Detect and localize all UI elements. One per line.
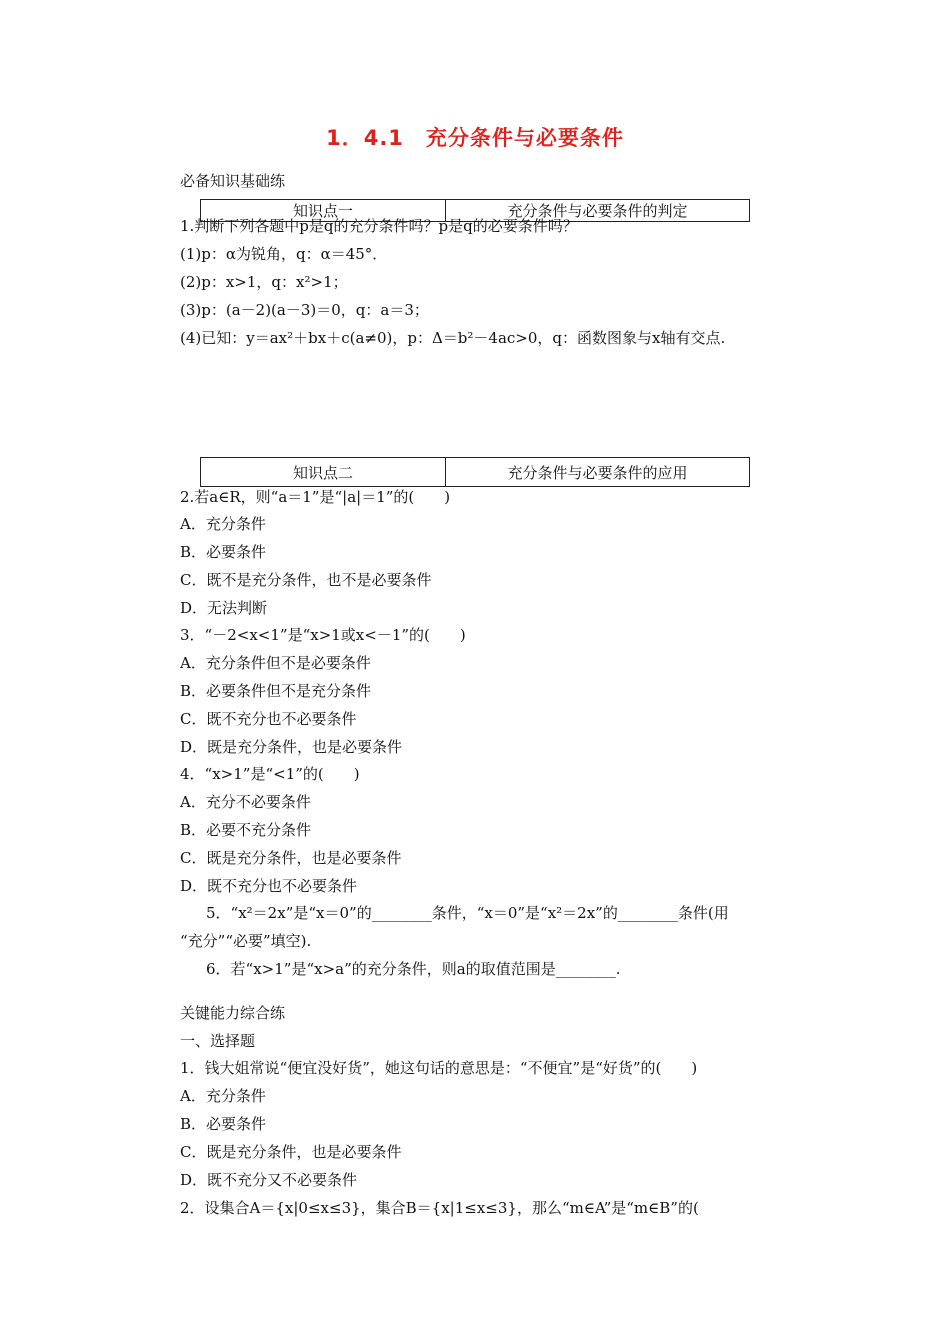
answer-option: B．必要不充分条件 xyxy=(180,821,312,839)
knowledge-point-topic: 充分条件与必要条件的应用 xyxy=(446,458,750,487)
question-item: (2)p：x>1，q：x²>1； xyxy=(180,273,348,291)
answer-option: C．既不充分也不必要条件 xyxy=(180,710,357,728)
question-stem: 2.若a∈R，则“a＝1”是“|a|＝1”的( ) xyxy=(180,488,451,506)
answer-option: B．必要条件 xyxy=(180,543,267,561)
page-title: 1．4.1 充分条件与必要条件 xyxy=(326,126,624,150)
answer-option: A．充分条件但不是必要条件 xyxy=(180,654,371,672)
question-item: (1)p：α为锐角，q：α＝45°． xyxy=(180,245,388,263)
answer-option: B．必要条件但不是充分条件 xyxy=(180,682,372,700)
answer-option: A．充分条件 xyxy=(180,515,266,533)
question-fill-blank-cont: “充分”“必要”填空). xyxy=(180,932,312,950)
knowledge-point-topic: 充分条件与必要条件的判定 xyxy=(446,200,750,222)
answer-option: A．充分不必要条件 xyxy=(180,793,311,811)
knowledge-point-label: 知识点二 xyxy=(201,458,446,487)
knowledge-point-label: 知识点一 xyxy=(201,200,446,222)
answer-option: C．既是充分条件，也是必要条件 xyxy=(180,1143,402,1161)
question-stem: 1.判断下列各题中p是q的充分条件吗？p是q的必要条件吗？ xyxy=(180,217,578,235)
question-stem: 2．设集合A＝{x|0≤x≤3}，集合B＝{x|1≤x≤3}，那么“m∈A”是“m∈B”的( xyxy=(180,1199,699,1217)
answer-option: D．无法判断 xyxy=(180,599,268,617)
question-stem: 3．“－2<x<1”是“x>1或x<－1”的( ) xyxy=(180,626,466,644)
answer-option: D．既是充分条件，也是必要条件 xyxy=(180,738,403,756)
answer-option: C．既不是充分条件，也不是必要条件 xyxy=(180,571,432,589)
answer-option: A．充分条件 xyxy=(180,1087,266,1105)
question-item: (4)已知：y＝ax²＋bx＋c(a≠0)，p：Δ＝b²－4ac>0，q：函数图象与x轴有交点. xyxy=(180,329,726,347)
section-heading-basic: 必备知识基础练 xyxy=(180,172,286,190)
part-heading: 一、选择题 xyxy=(180,1032,256,1050)
question-stem: 4．“x>1”是“<1”的( ) xyxy=(180,765,360,783)
question-fill-blank: 5．“x²＝2x”是“x＝0”的________条件，“x＝0”是“x²＝2x”的________条件(用 xyxy=(206,904,729,922)
question-item: (3)p：(a－2)(a－3)＝0，q：a＝3； xyxy=(180,301,429,319)
knowledge-point-table-2 xyxy=(200,457,750,487)
answer-option: D．既不充分也不必要条件 xyxy=(180,877,358,895)
section-heading-ability: 关键能力综合练 xyxy=(180,1004,286,1022)
question-fill-blank: 6．若“x>1”是“x>a”的充分条件，则a的取值范围是________. xyxy=(206,960,621,978)
answer-option: D．既不充分又不必要条件 xyxy=(180,1171,358,1189)
question-stem: 1．钱大姐常说“便宜没好货”，她这句话的意思是：“不便宜”是“好货”的( ) xyxy=(180,1059,698,1077)
answer-option: B．必要条件 xyxy=(180,1115,267,1133)
answer-option: C．既是充分条件，也是必要条件 xyxy=(180,849,402,867)
